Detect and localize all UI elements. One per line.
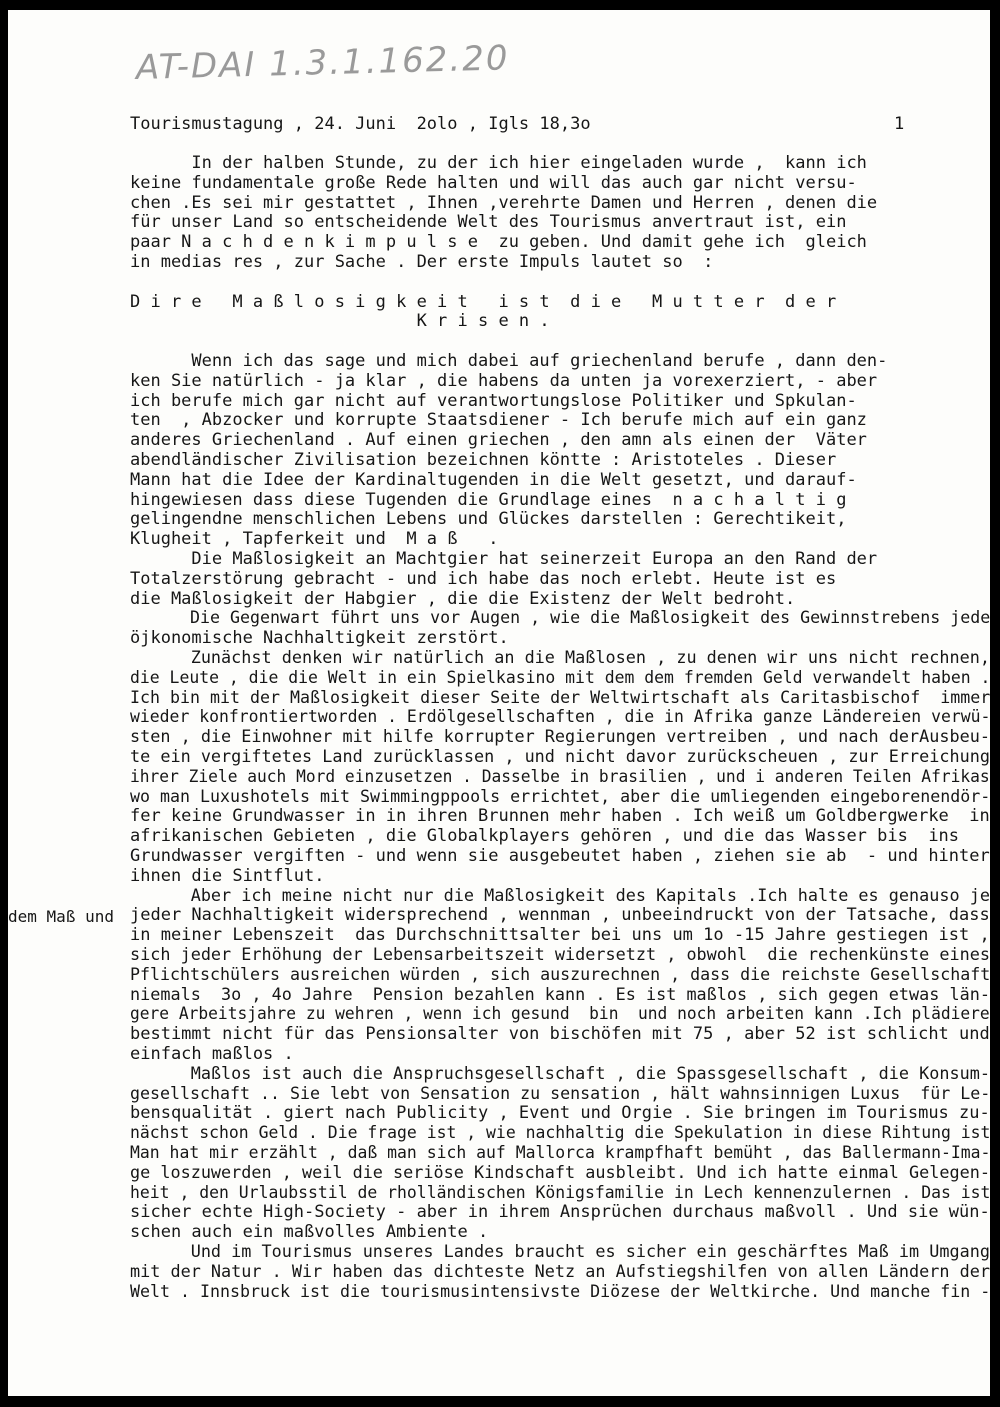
text-line: keine fundamentale große Rede halten und will das auch gar nicht versu- [130, 172, 857, 193]
text-line: anderes Griechenland . Auf einen griechen , den amn als einen der Väter [130, 430, 867, 451]
text-line: Pflichtschülers ausreichen würden , sich auszurechnen , dass die reichste Gesellschaft [130, 964, 990, 985]
text-line: Die Gegenwart führt uns vor Augen , wie die Maßlosigkeit des Gewinnstrebens jede [130, 608, 990, 629]
text-line: sten , die Einwohner mit hilfe korrupter Regierungen vertreiben , und nach derAusbeu- [130, 727, 990, 748]
document-page [8, 10, 990, 1396]
text-line: ihnen die Sintflut. [130, 865, 325, 886]
text-line: ihrer Ziele auch Mord einzusetzen . Dasselbe in brasilien , und i anderen Teilen Afrikas [130, 766, 990, 787]
text-line: abendländischer Zivilisation bezeichnen köntte : Aristoteles . Dieser [130, 450, 837, 470]
text-line: Man hat mir erzählt , daß man sich auf Mallorca krampfhaft bemüht , das Ballermann-Ima- [130, 1143, 990, 1163]
text-line: K r i s e n . [130, 311, 550, 332]
text-line: ten , Abzocker und korrupte Staatsdiener - Ich berufe mich auf ein ganz [130, 410, 867, 431]
text-line: bensqualität . giert nach Publicity , Event und Orgie . Sie bringen im Tourismus zu- [130, 1103, 990, 1124]
text-line: ge loszuwerden , weil die seriöse Kindschaft ausbleibt. Und ich hatte einmal Gelegen- [130, 1162, 990, 1183]
text-line: Zunächst denken wir natürlich an die Maßlosen , zu denen wir uns nicht rechnen, [130, 648, 990, 668]
text-line: Aber ich meine nicht nur die Maßlosigkeit des Kapitals .Ich halte es genauso je [130, 885, 990, 906]
text-line: gelingendne menschlichen Lebens und Glückes darstellen : Gerechtikeit, [130, 509, 847, 530]
text-line: in meiner Lebenszeit das Durchschnittsalter bei uns um 1o -15 Jahre gestiegen ist , [130, 925, 990, 946]
text-line: gere Arbeitsjahre zu wehren , wenn ich gesund bin und noch arbeiten kann .Ich plädiere [130, 1004, 990, 1025]
text-line: hingewiesen dass diese Tugenden die Grundlage eines n a c h a l t i g [130, 489, 847, 510]
text-line: die Leute , die die Welt in ein Spielkasino mit dem dem fremden Geld verwandelt haben . [130, 667, 990, 688]
text-line: wieder konfrontiertworden . Erdölgesellschaften , die in Afrika ganze Ländereien verwü- [130, 707, 990, 728]
text-line: schen auch ein maßvolles Ambiente . [130, 1222, 489, 1243]
document-header-title: Tourismustagung , 24. Juni 2olo , Igls 18,3o [130, 114, 591, 134]
page-number: 1 [894, 114, 905, 134]
text-line: chen .Es sei mir gestattet , Ihnen ,verehrte Damen und Herren , denen die [130, 192, 878, 213]
text-line: afrikanischen Gebieten , die Globalkplayers gehören , und die das Wasser bis ins [130, 826, 960, 847]
text-line: ken Sie natürlich - ja klar , die habens da unten ja vorexerziert, - aber [130, 370, 878, 391]
text-line: Maßlos ist auch die Anspruchsgesellschaft , die Spassgesellschaft , die Konsum- [130, 1063, 990, 1084]
text-line: wo man Luxushotels mit Swimmingppools errichtet, aber die umliegenden eingeborenendör- [130, 786, 990, 807]
text-line: heit , den Urlaubsstil de rholländischen Königsfamilie in Lech kennenzulernen . Das ist [130, 1182, 990, 1203]
text-line: bestimmt nicht für das Pensionsalter von bischöfen mit 75 , aber 52 ist schlicht und [130, 1024, 990, 1045]
text-line: Ich bin mit der Maßlosigkeit dieser Seite der Weltwirtschaft als Caritasbischof immer [130, 687, 990, 708]
text-line: gesellschaft .. Sie lebt von Sensation zu sensation , hält wahnsinnigen Luxus für Le- [130, 1083, 990, 1104]
text-line: mit der Natur . Wir haben das dichteste Netz an Aufstiegshilfen von allen Ländern der [130, 1261, 990, 1282]
text-line: ich berufe mich gar nicht auf verantwortungslose Politiker und Spkulan- [130, 390, 857, 411]
text-line: niemals 3o , 4o Jahre Pension bezahlen kann . Es ist maßlos , sich gegen etwas län- [130, 984, 990, 1005]
text-line: in medias res , zur Sache . Der erste Impuls lautet so : [130, 252, 714, 272]
text-line: die Maßlosigkeit der Habgier , die die Existenz der Welt bedroht. [130, 588, 796, 609]
text-line: Welt . Innsbruck ist die tourismusintensivste Diözese der Weltkirche. Und manche fin - [130, 1281, 990, 1302]
text-line: jeder Nachhaltigkeit widersprechend , wennman , unbeeindruckt von der Tatsache, dass [130, 905, 990, 926]
margin-note: dem Maß und [8, 907, 114, 927]
text-line: einfach maßlos . [130, 1044, 294, 1064]
text-line: nächst schon Geld . Die frage ist , wie nachhaltig die Spekulation in diese Rihtung ist [130, 1123, 990, 1144]
text-line: für unser Land so entscheidende Welt des Tourismus anvertraut ist, ein [130, 212, 847, 233]
text-line: Die Maßlosigkeit an Machtgier hat seinerzeit Europa an den Rand der [130, 549, 878, 569]
text-line: Und im Tourismus unseres Landes braucht es sicher ein geschärftes Maß im Umgang [130, 1242, 990, 1262]
text-line: Klugheit , Tapferkeit und M a ß . [130, 529, 499, 550]
text-line: Totalzerstörung gebracht - und ich habe das noch erlebt. Heute ist es [130, 568, 837, 589]
text-line: Grundwasser vergiften - und wenn sie ausgebeutet haben , ziehen sie ab - und hinter [130, 846, 990, 866]
text-line: fer keine Grundwasser in in ihren Brunnen mehr haben . Ich weiß um Goldbergwerke in [130, 806, 990, 827]
text-line: Wenn ich das sage und mich dabei auf griechenland berufe , dann den- [130, 351, 888, 371]
archive-signature: AT-DAI 1.3.1.162.20 [135, 38, 510, 88]
text-line: te ein vergiftetes Land zurücklassen , und nicht davor zurückscheuen , zur Erreichung [130, 747, 990, 767]
text-line: sicher echte High-Society - aber in ihrem Ansprüchen durchaus maßvoll . Und sie wün- [130, 1202, 990, 1223]
text-line: Mann hat die Idee der Kardinaltugenden in die Welt gesetzt, und darauf- [130, 469, 857, 490]
text-line: sich jeder Erhöhung der Lebensarbeitszeit widersetzt , obwohl die rechenkünste eines [130, 945, 990, 965]
text-line: In der halben Stunde, zu der ich hier eingeladen wurde , kann ich [130, 153, 867, 173]
text-line: D i r e M a ß l o s i g k e i t i s t d i e M u t t e r d e r [130, 291, 837, 312]
text-line: öjkonomische Nachhaltigkeit zerstört. [130, 628, 509, 649]
text-line: paar N a c h d e n k i m p u l s e zu geben. Und damit gehe ich gleich [130, 232, 867, 253]
